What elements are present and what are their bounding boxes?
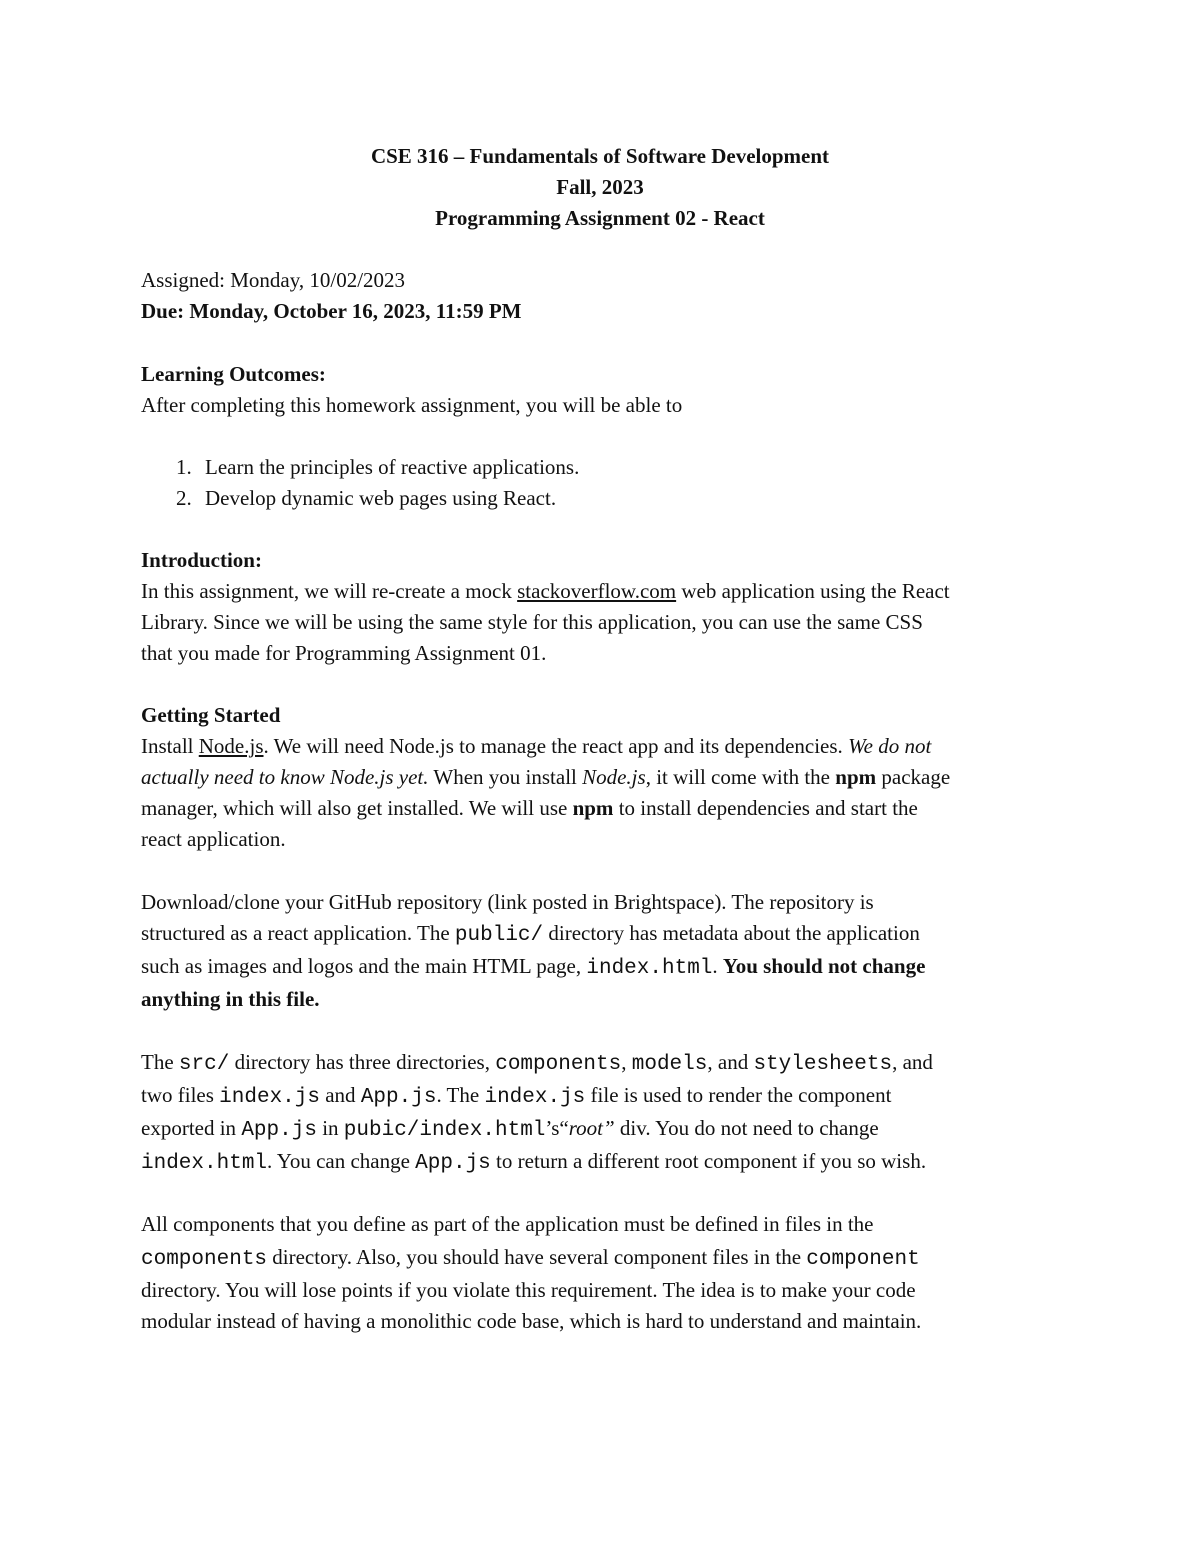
text: . We will need Node.js to manage the react app and its dependencies. bbox=[263, 734, 849, 758]
code-text: pubic/index.html bbox=[343, 1119, 546, 1142]
text: two files bbox=[141, 1083, 220, 1107]
code-text: public/ bbox=[454, 924, 544, 947]
list-item-text: Develop dynamic web pages using React. bbox=[205, 486, 557, 510]
bold-text: You should not change bbox=[722, 954, 926, 978]
italic-text: We do not bbox=[848, 734, 932, 758]
bold-text: npm bbox=[572, 796, 614, 820]
code-text: App.js bbox=[415, 1152, 491, 1175]
term: Fall, 2023 bbox=[556, 175, 644, 199]
assignment-title: Programming Assignment 02 - React bbox=[435, 206, 765, 230]
code-text: stylesheets bbox=[753, 1053, 893, 1076]
italic-text: root” bbox=[568, 1116, 615, 1140]
list-number: 2. bbox=[176, 486, 192, 510]
text: In this assignment, we will re-create a mock bbox=[141, 579, 518, 603]
text: , bbox=[621, 1050, 632, 1074]
paragraph-line: modular instead of having a monolithic code base, which is hard to understand and maintain. bbox=[141, 1309, 922, 1333]
learning-outcomes-heading: Learning Outcomes: bbox=[141, 362, 326, 386]
code-text: index.html bbox=[141, 1152, 268, 1175]
code-text: models bbox=[631, 1053, 708, 1076]
text: ’s“ bbox=[545, 1116, 569, 1140]
text: , and bbox=[892, 1050, 933, 1074]
text: Install bbox=[141, 734, 199, 758]
introduction-heading: Introduction: bbox=[141, 548, 262, 572]
code-text: index.html bbox=[586, 957, 713, 980]
text: such as images and logos and the main HTML page, bbox=[141, 954, 587, 978]
code-text: App.js bbox=[241, 1119, 317, 1142]
italic-text: actually need to know Node.js yet. bbox=[141, 765, 429, 789]
text: structured as a react application. The bbox=[141, 921, 455, 945]
intro-line: that you made for Programming Assignment 01. bbox=[141, 641, 547, 665]
code-text: index.js bbox=[484, 1086, 586, 1109]
nodejs-link[interactable]: Node.js bbox=[198, 734, 264, 758]
paragraph-line: react application. bbox=[141, 827, 286, 851]
paragraph-line: Download/clone your GitHub repository (link posted in Brightspace). The repository is bbox=[141, 890, 874, 914]
text: manager, which will also get installed. We will use bbox=[141, 796, 573, 820]
text: , and bbox=[707, 1050, 754, 1074]
paragraph-line bbox=[141, 1080, 891, 1113]
text: The bbox=[141, 1050, 179, 1074]
italic-text: Node.js bbox=[582, 765, 646, 789]
paragraph-line bbox=[141, 918, 920, 951]
text: directory has metadata about the application bbox=[543, 921, 920, 945]
assigned-date: Assigned: Monday, 10/02/2023 bbox=[141, 268, 406, 292]
code-text: src/ bbox=[178, 1053, 230, 1076]
paragraph-line bbox=[141, 793, 918, 824]
text: directory has three directories, bbox=[229, 1050, 496, 1074]
intro-line: Library. Since we will be using the same style for this application, you can use the same CSS bbox=[141, 610, 923, 634]
paragraph-line: anything in this file. bbox=[141, 987, 320, 1011]
text: , it will come with the bbox=[645, 765, 836, 789]
paragraph-line bbox=[141, 951, 925, 984]
text: file is used to render the component bbox=[585, 1083, 892, 1107]
text: . The bbox=[436, 1083, 485, 1107]
text: div. You do not need to change bbox=[614, 1116, 879, 1140]
code-text: App.js bbox=[360, 1086, 437, 1109]
text: to return a different root component if you so wish. bbox=[490, 1149, 927, 1173]
code-text: components bbox=[141, 1248, 268, 1271]
paragraph-line bbox=[141, 731, 931, 762]
paragraph-line bbox=[141, 1242, 920, 1275]
code-text: component bbox=[806, 1248, 920, 1271]
text: web application using the React bbox=[676, 579, 950, 603]
text: directory. Also, you should have several component files in the bbox=[267, 1245, 807, 1269]
text: . bbox=[712, 954, 723, 978]
due-date: Due: Monday, October 16, 2023, 11:59 PM bbox=[141, 299, 522, 323]
intro-line bbox=[141, 576, 950, 607]
code-text: index.js bbox=[219, 1086, 320, 1109]
paragraph-line bbox=[141, 1047, 933, 1080]
paragraph-line bbox=[141, 1146, 926, 1179]
list-number: 1. bbox=[176, 455, 192, 479]
course-title: CSE 316 – Fundamentals of Software Development bbox=[370, 144, 830, 168]
paragraph-line: directory. You will lose points if you violate this requirement. The idea is to make your code bbox=[141, 1278, 916, 1302]
code-text: components bbox=[495, 1053, 622, 1076]
paragraph-line: All components that you define as part of the application must be defined in files in the bbox=[141, 1212, 874, 1236]
bold-text: npm bbox=[835, 765, 877, 789]
text: exported in bbox=[141, 1116, 242, 1140]
stackoverflow-link[interactable]: stackoverflow.com bbox=[517, 579, 677, 603]
list-item-text: Learn the principles of reactive applications. bbox=[205, 455, 580, 479]
text: package bbox=[876, 765, 951, 789]
text: in bbox=[316, 1116, 344, 1140]
text: When you install bbox=[428, 765, 583, 789]
getting-started-heading: Getting Started bbox=[141, 703, 281, 727]
text: and bbox=[319, 1083, 361, 1107]
list-item bbox=[176, 452, 579, 483]
learning-outcomes-intro: After completing this homework assignment, you will be able to bbox=[141, 393, 683, 417]
text: . You can change bbox=[267, 1149, 416, 1173]
list-item bbox=[176, 483, 556, 514]
paragraph-line bbox=[141, 1113, 879, 1146]
text: to install dependencies and start the bbox=[613, 796, 918, 820]
paragraph-line bbox=[141, 762, 950, 793]
